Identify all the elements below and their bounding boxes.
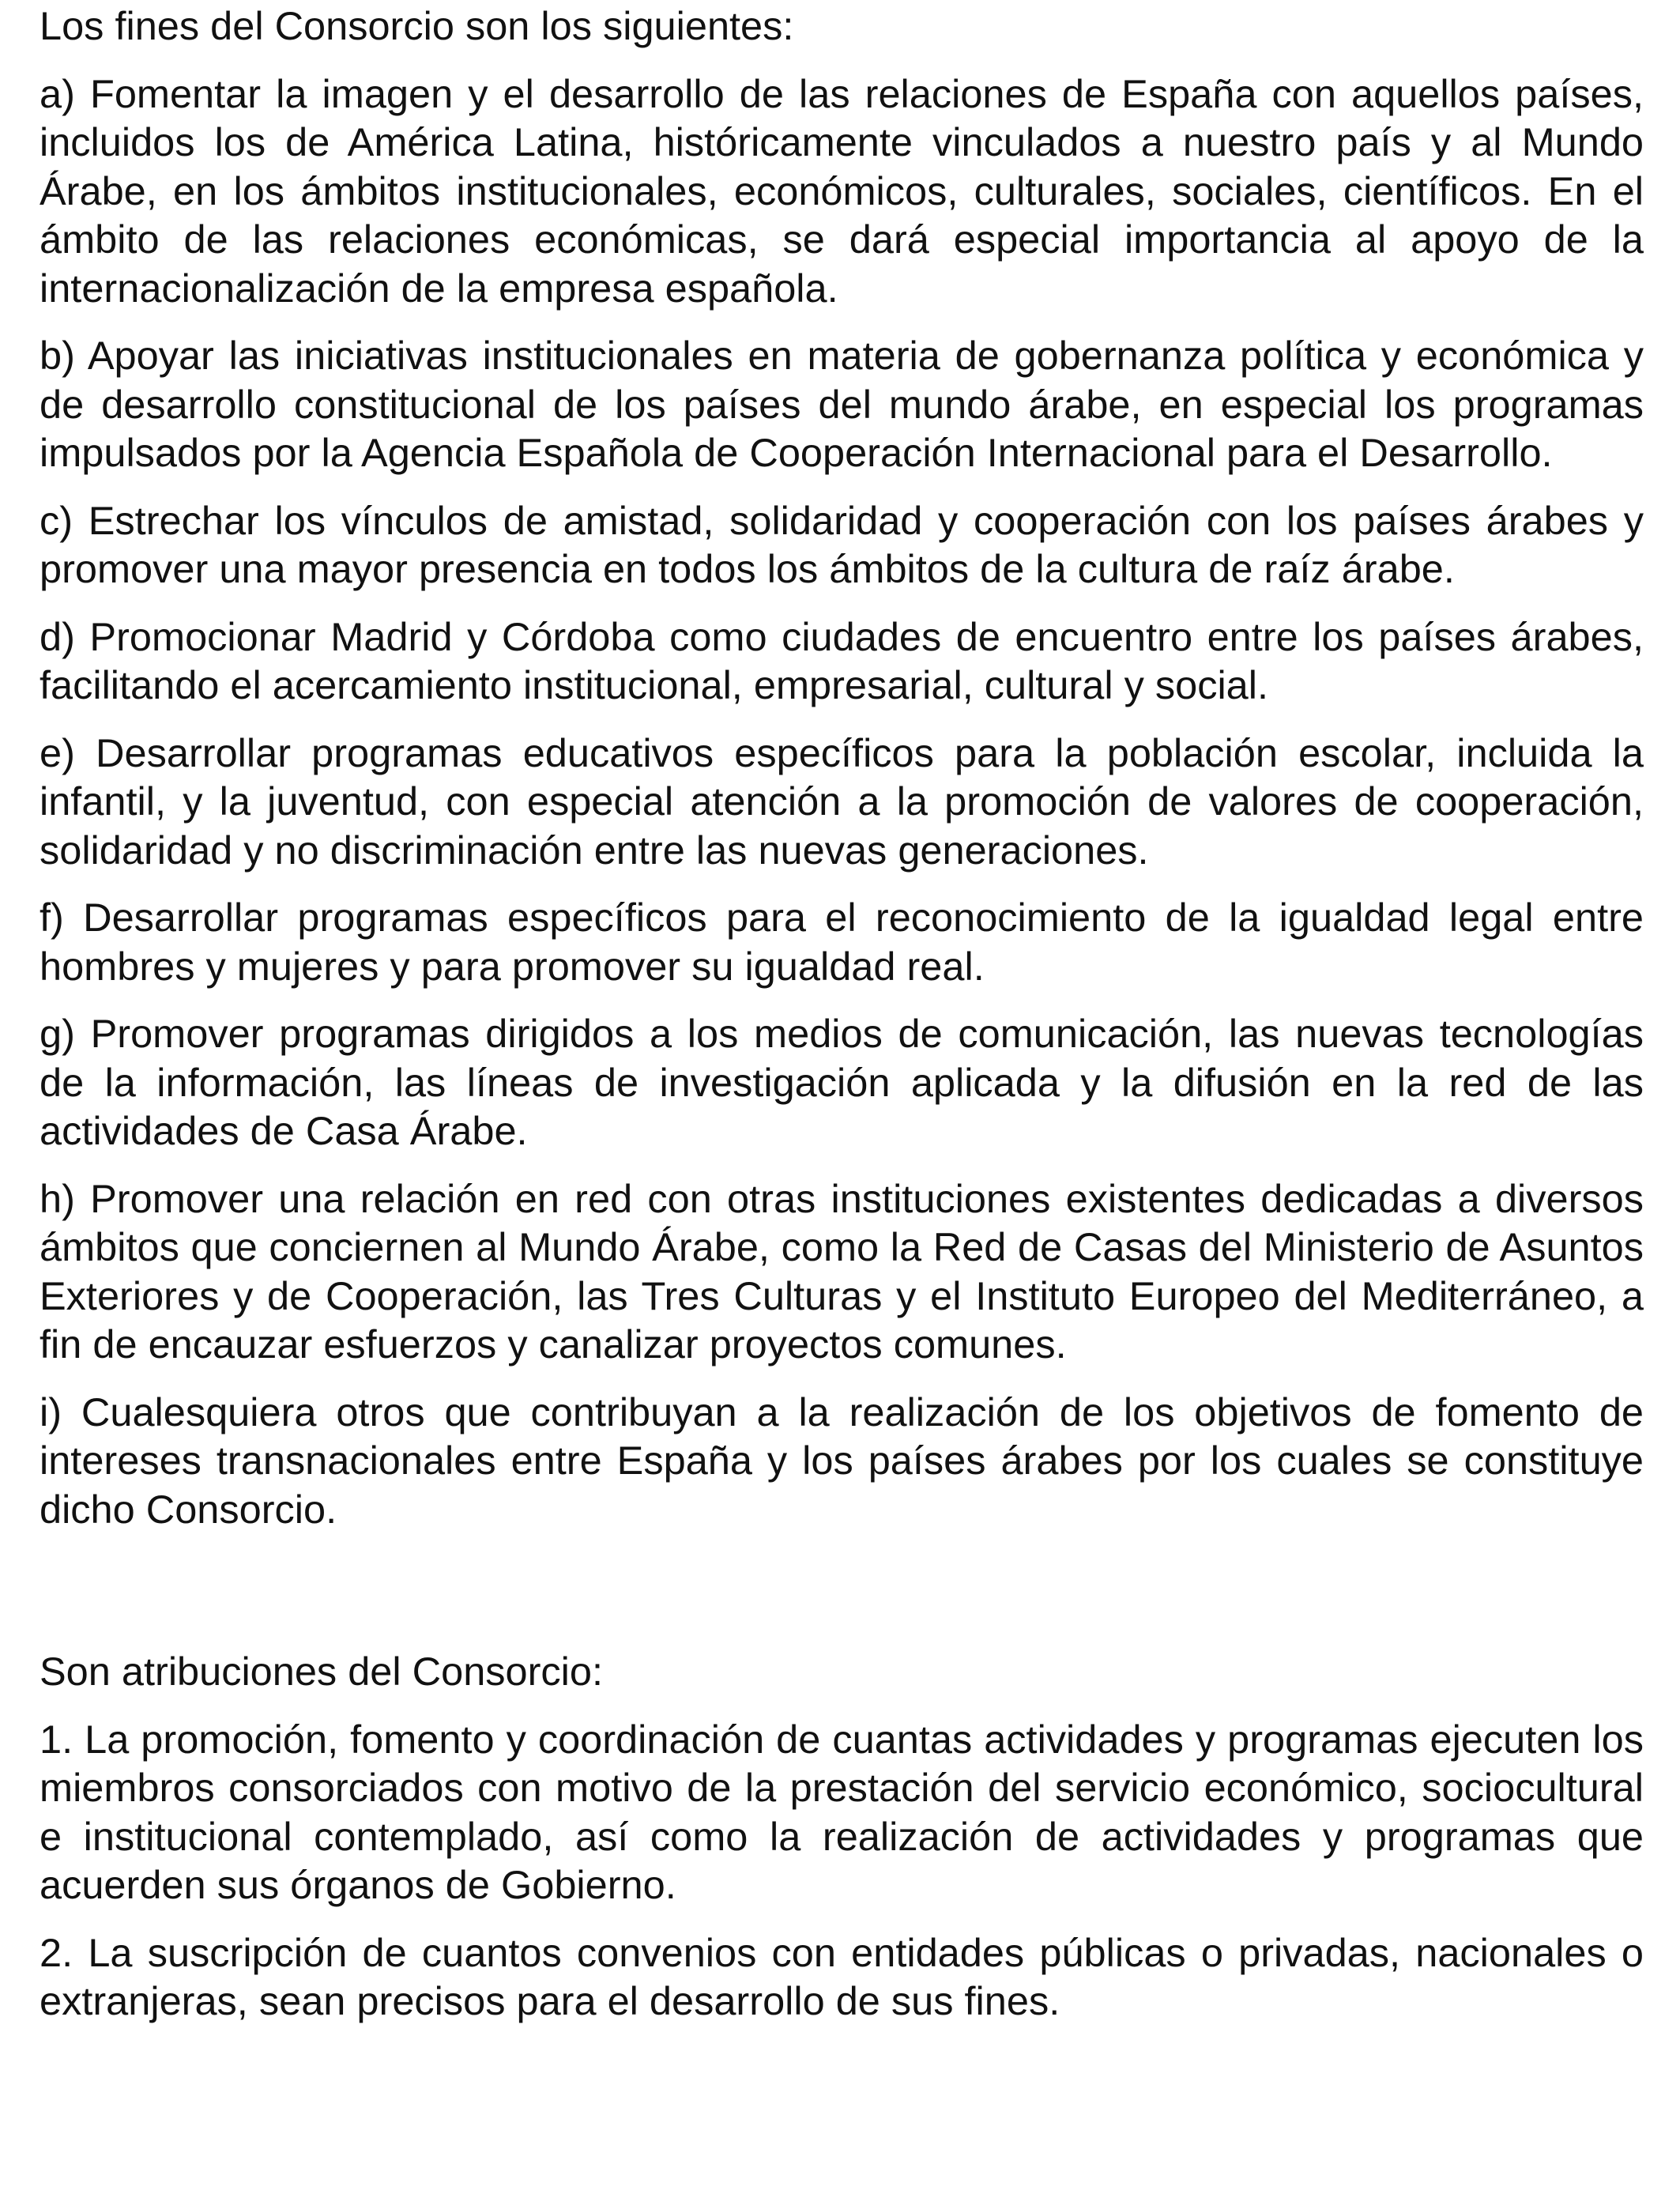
atribuciones-item-2: 2. La suscripción de cuantos convenios con entidades públicas o privadas, nacionales o extranjeras, sean precisos para el desarrollo de sus fines. xyxy=(40,1929,1644,2023)
fines-item-h: h) Promover una relación en red con otras instituciones existentes dedicadas a diversos ámbitos que conciernen al Mundo Árabe, como la Red de Casas del Ministerio de Asuntos Exteriores y de Cooperación, las Tres Culturas y el Instituto Europeo del Mediterráneo, a fin de encauzar esfuerzos y canalizar proyectos comunes. xyxy=(40,1175,1644,1367)
fines-item-b: b) Apoyar las iniciativas institucionales en materia de gobernanza política y económica y de desarrollo constitucional de los países del mundo árabe, en especial los programas impulsados por la Agencia Española de Cooperación Internacional para el Desarrollo. xyxy=(40,333,1644,475)
atribuciones-item-1: 1. La promoción, fomento y coordinación de cuantas actividades y programas ejecuten los miembros consorciados con motivo de la prestación del servicio económico, sociocultural e institucional contemplado, así como la realización de actividades y programas que acuerden sus órganos de Gobierno. xyxy=(40,1716,1644,1907)
atribuciones-intro: Son atribuciones del Consorcio: xyxy=(40,1649,604,1694)
fines-item-c: c) Estrechar los vínculos de amistad, solidaridad y cooperación con los países árabes y promover una mayor presencia en todos los ámbitos de la cultura de raíz árabe. xyxy=(40,497,1644,591)
fines-item-e: e) Desarrollar programas educativos específicos para la población escolar, incluida la infantil, y la juventud, con especial atención a la promoción de valores de cooperación, solidaridad y no discriminación entre las nuevas generaciones. xyxy=(40,729,1644,873)
fines-item-f: f) Desarrollar programas específicos para el reconocimiento de la igualdad legal entre hombres y mujeres y para promover su igualdad real. xyxy=(40,895,1644,989)
fines-intro: Los fines del Consorcio son los siguientes: xyxy=(40,3,794,48)
fines-item-g: g) Promover programas dirigidos a los medios de comunicación, las nuevas tecnologías de la información, las líneas de investigación aplicada y la difusión en la red de las actividades de Casa Árabe. xyxy=(40,1011,1644,1153)
fines-item-i: i) Cualesquiera otros que contribuyan a la realización de los objetivos de fomento de intereses transnacionales entre España y los países árabes por los cuales se constituye dicho Consorcio. xyxy=(40,1389,1644,1532)
fines-item-d: d) Promocionar Madrid y Córdoba como ciudades de encuentro entre los países árabes, facilitando el acercamiento institucional, empresarial, cultural y social. xyxy=(40,613,1644,707)
fines-item-a: a) Fomentar la imagen y el desarrollo de las relaciones de España con aquellos países, incluidos los de América Latina, históricamente vinculados a nuestro país y al Mundo Árabe, en los ámbitos institucionales, económicos, culturales, sociales, científicos. En el ámbito de las relaciones económicas, se dará especial importancia al apoyo de la internacionalización de la empresa española. xyxy=(40,70,1644,311)
section-spacer xyxy=(40,1552,1644,1647)
document-page xyxy=(40,2,1644,2045)
